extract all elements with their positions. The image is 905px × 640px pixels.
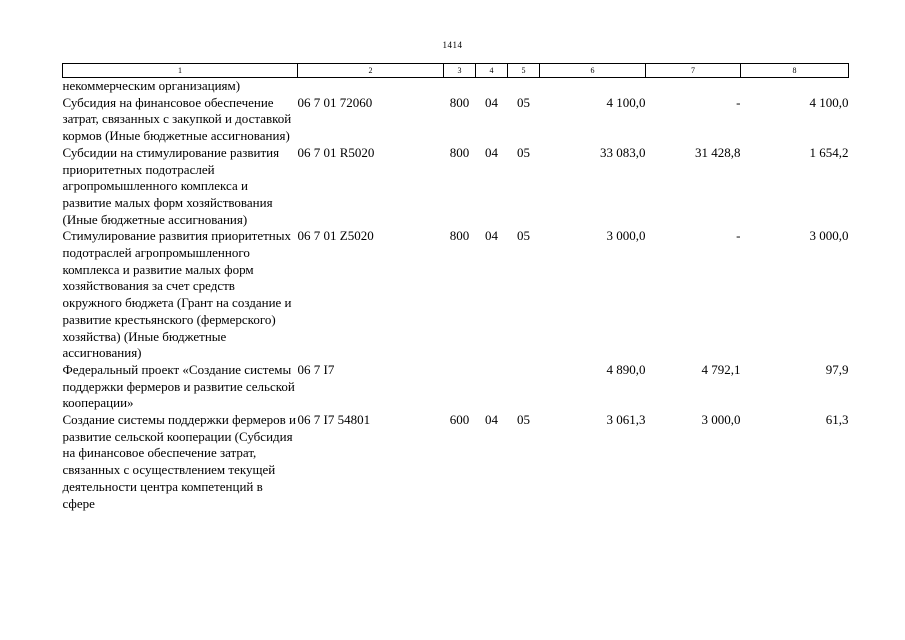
row-col6-cell: 3 000,0 bbox=[606, 228, 646, 244]
column-number-header-row bbox=[63, 64, 849, 78]
row-name-cell: Субсидия на финансовое обеспечение затрат, связанных с закупкой и доставкой кормов (Иные бюджетные ассигнования) bbox=[62, 94, 292, 144]
table-body bbox=[63, 78, 849, 513]
row-name-cell: некоммерческим организациям) bbox=[62, 78, 241, 93]
column-header: 3 bbox=[444, 64, 476, 78]
row-col4-cell: 04 bbox=[485, 228, 498, 244]
row-col4-cell: 04 bbox=[485, 144, 498, 160]
row-col7-cell: 31 428,8 bbox=[695, 144, 741, 160]
row-col4-cell bbox=[476, 78, 508, 95]
column-header: 6 bbox=[540, 64, 646, 78]
row-col3-cell: 800 bbox=[449, 94, 470, 110]
row-col8-cell: 97,9 bbox=[825, 361, 849, 377]
row-col6-cell bbox=[540, 78, 646, 95]
row-col7-cell bbox=[646, 78, 741, 95]
table-row bbox=[63, 228, 849, 362]
row-name-cell: Стимулирование развития приоритетных подотраслей агропромышленного комплекса и развитие малых форм хозяйствования за счет средств окружного бюджета (Грант на создание и развитие крестьянского (фермерского) хозяйства) (Иные бюджетные ассигнования) bbox=[62, 228, 292, 361]
row-col5-cell: 05 bbox=[517, 94, 530, 110]
row-col3-cell: 600 bbox=[449, 412, 470, 428]
table-row bbox=[63, 78, 849, 95]
row-col8-cell: 61,3 bbox=[825, 412, 849, 428]
row-name-cell: Федеральный проект «Создание системы поддержки фермеров и развитие сельской кооперации» bbox=[62, 361, 295, 411]
column-header: 7 bbox=[646, 64, 741, 78]
row-col5-cell bbox=[508, 78, 540, 95]
row-col6-cell: 4 890,0 bbox=[606, 361, 646, 377]
table-row bbox=[63, 145, 849, 229]
row-col3-cell bbox=[444, 362, 476, 412]
row-col8-cell: 1 654,2 bbox=[809, 144, 849, 160]
row-code-cell: 06 7 I7 54801 bbox=[297, 412, 371, 428]
row-code-cell: 06 7 01 R5020 bbox=[297, 144, 375, 160]
row-col4-cell: 04 bbox=[485, 412, 498, 428]
row-name-cell: Создание системы поддержки фермеров и развитие сельской кооперации (Субсидия на финансовое обеспечение затрат, связанных с осуществлением текущей деятельности центра компетенций в сфере bbox=[62, 412, 296, 511]
page-number: 1414 bbox=[442, 40, 463, 50]
column-header: 2 bbox=[298, 64, 444, 78]
row-name-cell: Субсидии на стимулирование развития приоритетных подотраслей агропромышленного комплекса и развитие малых форм хозяйствования (Иные бюджетные ассигнования) bbox=[62, 144, 280, 227]
column-header: 4 bbox=[476, 64, 508, 78]
table-row bbox=[63, 362, 849, 412]
row-col7-cell: 3 000,0 bbox=[701, 412, 741, 428]
row-col5-cell bbox=[508, 362, 540, 412]
row-col8-cell bbox=[741, 78, 849, 95]
row-code-cell bbox=[298, 78, 444, 95]
row-col8-cell: 4 100,0 bbox=[809, 94, 849, 110]
row-col4-cell bbox=[476, 362, 508, 412]
row-col7-cell: - bbox=[736, 228, 741, 244]
row-col3-cell bbox=[444, 78, 476, 95]
row-col4-cell: 04 bbox=[485, 94, 498, 110]
row-col5-cell: 05 bbox=[517, 144, 530, 160]
column-header: 5 bbox=[508, 64, 540, 78]
row-col5-cell: 05 bbox=[517, 412, 530, 428]
row-col7-cell: 4 792,1 bbox=[701, 361, 741, 377]
column-header: 1 bbox=[63, 64, 298, 78]
table-row bbox=[63, 95, 849, 145]
row-col6-cell: 4 100,0 bbox=[606, 94, 646, 110]
column-header: 8 bbox=[741, 64, 849, 78]
row-col5-cell: 05 bbox=[517, 228, 530, 244]
table-row bbox=[63, 412, 849, 512]
row-code-cell: 06 7 I7 bbox=[297, 361, 335, 377]
budget-table bbox=[62, 63, 849, 512]
row-col3-cell: 800 bbox=[449, 228, 470, 244]
row-col6-cell: 3 061,3 bbox=[606, 412, 646, 428]
row-col8-cell: 3 000,0 bbox=[809, 228, 849, 244]
row-col6-cell: 33 083,0 bbox=[600, 144, 646, 160]
row-code-cell: 06 7 01 Z5020 bbox=[297, 228, 374, 244]
row-code-cell: 06 7 01 72060 bbox=[297, 94, 373, 110]
row-col7-cell: - bbox=[736, 94, 741, 110]
row-col3-cell: 800 bbox=[449, 144, 470, 160]
